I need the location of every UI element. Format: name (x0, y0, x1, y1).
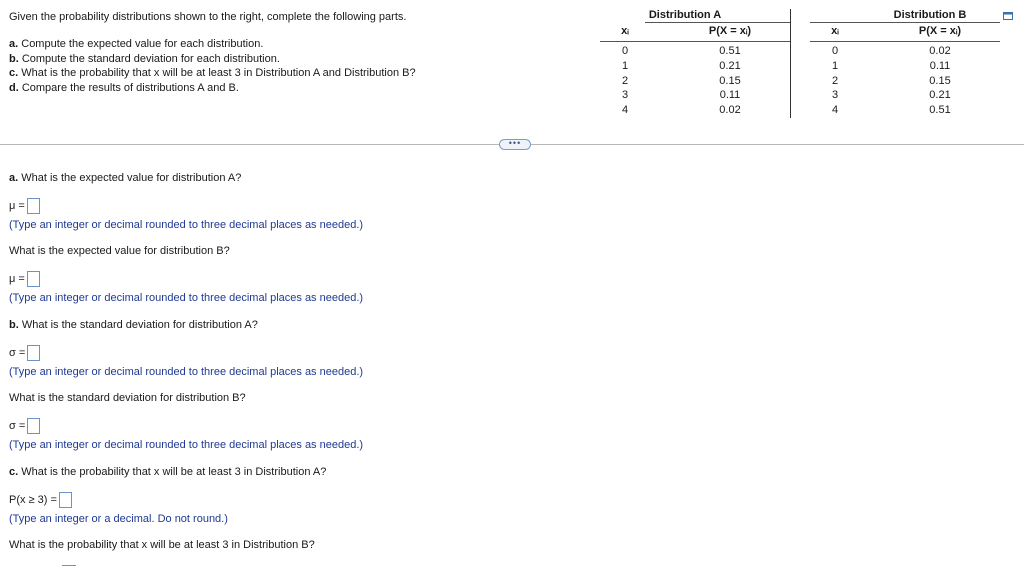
sigma-label: σ = (9, 420, 26, 432)
question-b-dist-a: b. What is the standard deviation for distribution A? (9, 319, 258, 331)
part-d: d. Compare the results of distributions A and B. (9, 82, 239, 95)
copy-icon[interactable] (1003, 12, 1013, 20)
problem-parts (9, 37, 416, 96)
mu-a-input[interactable] (27, 198, 40, 214)
distribution-b-x-values: 0 1 2 3 4 (831, 45, 839, 117)
distribution-a-title: Distribution A (648, 9, 722, 21)
hint-text: (Type an integer or decimal rounded to three decimal places as needed.) (9, 292, 364, 304)
answer-row-mu-b (9, 271, 40, 287)
sigma-a-input[interactable] (27, 345, 40, 361)
question-a-dist-b: What is the expected value for distribution B? (9, 245, 230, 257)
hint-text: (Type an integer or decimal rounded to three decimal places as needed.) (9, 366, 364, 378)
answer-row-prob-a (9, 492, 72, 508)
question-b-dist-b: What is the standard deviation for distribution B? (9, 392, 246, 404)
distribution-b-p-header: P(X = xᵢ) (918, 25, 962, 37)
distribution-a-table (600, 9, 790, 124)
question-c-dist-a: c. What is the probability that x will be at least 3 in Distribution A? (9, 466, 327, 478)
mu-label: μ = (9, 273, 25, 285)
hint-text: (Type an integer or decimal rounded to three decimal places as needed.) (9, 439, 364, 451)
hint-text: (Type an integer or a decimal. Do not round.) (9, 513, 228, 525)
prob-label: P(x ≥ 3) = (9, 494, 57, 506)
distribution-b-x-header: xᵢ (831, 25, 839, 37)
mu-label: μ = (9, 200, 25, 212)
mu-b-input[interactable] (27, 271, 40, 287)
answer-row-mu-a (9, 198, 40, 214)
distribution-b-p-values: 0.02 0.11 0.15 0.21 0.51 (929, 45, 951, 117)
answer-row-sigma-b (9, 418, 40, 434)
part-c: c. What is the probability that x will be at least 3 in Distribution A and Distribution B? (9, 67, 416, 80)
sigma-b-input[interactable] (27, 418, 40, 434)
question-a-dist-a: a. What is the expected value for distribution A? (9, 172, 242, 184)
problem-intro: Given the probability distributions shown to the right, complete the following parts. (9, 11, 407, 23)
prob-a-input[interactable] (59, 492, 72, 508)
distribution-b-table (810, 9, 1000, 124)
sigma-label: σ = (9, 347, 26, 359)
distribution-a-x-header: xᵢ (621, 25, 629, 37)
distribution-b-title: Distribution B (893, 9, 967, 21)
distribution-a-p-header: P(X = xᵢ) (708, 25, 752, 37)
expand-button[interactable]: ••• (499, 139, 531, 150)
part-a: a. Compute the expected value for each distribution. (9, 38, 264, 50)
answer-row-sigma-a (9, 345, 40, 361)
part-b: b. Compute the standard deviation for each distribution. (9, 52, 280, 65)
distribution-a-p-values: 0.51 0.21 0.15 0.11 0.02 (719, 45, 741, 117)
prob-b-input[interactable] (62, 565, 76, 579)
hint-text: (Type an integer or decimal rounded to three decimal places as needed.) (9, 219, 364, 231)
question-c-dist-b: What is the probability that x will be at least 3 in Distribution B? (9, 539, 315, 551)
distribution-a-x-values: 0 1 2 3 4 (621, 45, 629, 117)
